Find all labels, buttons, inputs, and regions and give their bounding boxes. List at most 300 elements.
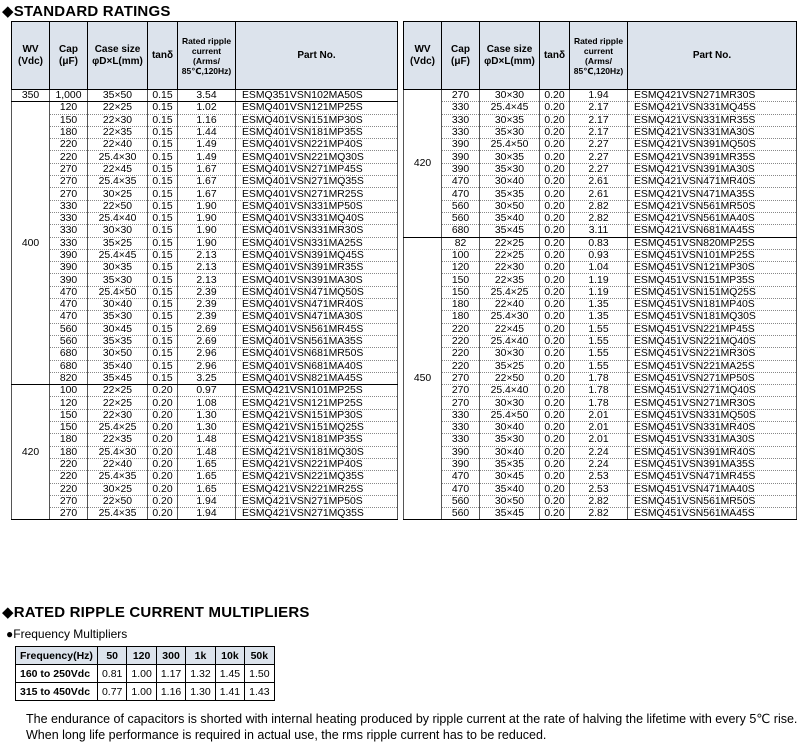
case-size-cell: 35×30 [480, 126, 540, 138]
ripple-cell: 1.67 [178, 188, 236, 200]
part-no-cell: ESMQ401VSN181MP35S [236, 126, 398, 138]
case-size-cell: 25.4×40 [480, 385, 540, 397]
case-size-cell: 35×35 [480, 458, 540, 470]
tan-delta-cell: 0.15 [148, 274, 178, 286]
part-no-cell: ESMQ451VSN331MA30S [628, 434, 797, 446]
cap-cell: 470 [442, 471, 480, 483]
table-row [404, 299, 797, 311]
case-size-cell: 30×35 [480, 151, 540, 163]
case-size-cell: 22×50 [480, 372, 540, 384]
ripple-cell: 2.13 [178, 262, 236, 274]
case-size-cell: 35×30 [88, 311, 148, 323]
tan-delta-cell: 0.20 [540, 139, 570, 151]
tan-delta-cell: 0.15 [148, 212, 178, 224]
part-no-cell: ESMQ451VSN151MP35S [628, 274, 797, 286]
ripple-cell: 0.83 [570, 237, 628, 249]
table-row [404, 237, 797, 249]
tan-delta-cell: 0.15 [148, 299, 178, 311]
cap-cell: 220 [50, 483, 88, 495]
table-row [404, 262, 797, 274]
case-size-cell: 22×40 [88, 458, 148, 470]
table-row [12, 434, 398, 446]
case-size-cell: 25.4×35 [88, 508, 148, 520]
cap-cell: 220 [442, 360, 480, 372]
ripple-cell: 1.16 [178, 114, 236, 126]
cap-cell: 270 [50, 508, 88, 520]
tan-delta-cell: 0.20 [540, 397, 570, 409]
table-row [12, 225, 398, 237]
multiplier-cell: 1.32 [186, 665, 215, 683]
ripple-cell: 2.53 [570, 483, 628, 495]
case-size-cell: 22×40 [88, 139, 148, 151]
cap-header [50, 22, 88, 90]
tan-delta-cell: 0.15 [148, 188, 178, 200]
ripple-current-header-line: 85℃,120Hz) [573, 65, 624, 76]
part-no-cell: ESMQ401VSN681MA40S [236, 360, 398, 372]
multiplier-row [16, 683, 275, 701]
case-size-cell: 35×45 [480, 225, 540, 237]
table-row [12, 508, 398, 520]
frequency-header: 50k [245, 647, 274, 665]
multiplier-cell: 1.43 [245, 683, 274, 701]
table-row [12, 151, 398, 163]
part-no-cell: ESMQ421VSN471MR40S [628, 176, 797, 188]
wv-cell: 420 [404, 90, 442, 238]
header-row [404, 22, 797, 90]
case-size-cell: 30×25 [88, 483, 148, 495]
cap-cell: 390 [442, 139, 480, 151]
part-no-cell: ESMQ451VSN271MP50S [628, 372, 797, 384]
cap-cell: 150 [50, 422, 88, 434]
cap-cell: 220 [442, 348, 480, 360]
table-row [404, 200, 797, 212]
table-row [12, 372, 398, 384]
ripple-cell: 2.69 [178, 323, 236, 335]
multiplier-cell: 1.50 [245, 665, 274, 683]
cap-cell: 390 [50, 262, 88, 274]
tan-delta-cell: 0.15 [148, 348, 178, 360]
ripple-cell: 1.78 [570, 397, 628, 409]
case-size-cell: 25.4×40 [88, 212, 148, 224]
ripple-cell: 2.24 [570, 446, 628, 458]
part-no-cell: ESMQ451VSN391MA35S [628, 458, 797, 470]
ripple-multipliers-title: ◆RATED RIPPLE CURRENT MULTIPLIERS [2, 604, 310, 621]
wv-cell: 420 [12, 385, 50, 520]
table-row [404, 102, 797, 114]
table-row [404, 249, 797, 261]
multiplier-cell: 1.00 [127, 665, 156, 683]
table-row [12, 299, 398, 311]
case-size-cell: 35×50 [88, 90, 148, 102]
tan-delta-cell: 0.15 [148, 286, 178, 298]
table-row [404, 372, 797, 384]
table-row [12, 409, 398, 421]
tan-delta-cell: 0.15 [148, 139, 178, 151]
ripple-cell: 2.39 [178, 286, 236, 298]
case-size-cell: 35×45 [480, 508, 540, 520]
part-no-cell: ESMQ421VSN391MA30S [628, 163, 797, 175]
table-row [404, 360, 797, 372]
case-size-cell: 30×25 [88, 188, 148, 200]
voltage-range-cell: 315 to 450Vdc [16, 683, 98, 701]
multiplier-row [16, 665, 275, 683]
cap-cell: 470 [50, 299, 88, 311]
table-row [404, 434, 797, 446]
ripple-cell: 1.67 [178, 176, 236, 188]
table-row [404, 409, 797, 421]
part-no-cell: ESMQ451VSN101MP25S [628, 249, 797, 261]
ripple-cell: 1.78 [570, 385, 628, 397]
table-row [404, 114, 797, 126]
part-no-cell: ESMQ401VSN221MP40S [236, 139, 398, 151]
part-no-cell: ESMQ421VSN271MP50S [236, 495, 398, 507]
case-size-header-line: Case size [94, 43, 141, 55]
part-no-cell: ESMQ451VSN221MP45S [628, 323, 797, 335]
case-size-cell: 22×25 [480, 237, 540, 249]
tan-delta-cell: 0.20 [148, 385, 178, 397]
case-size-cell: 22×35 [88, 434, 148, 446]
part-no-cell: ESMQ421VSN101MP25S [236, 385, 398, 397]
part-no-cell: ESMQ421VSN181MQ30S [236, 446, 398, 458]
tan-delta-cell: 0.20 [540, 90, 570, 102]
tan-delta-cell: 0.20 [148, 483, 178, 495]
table-row [12, 286, 398, 298]
part-no-cell: ESMQ351VSN102MA50S [236, 90, 398, 102]
cap-cell: 150 [50, 409, 88, 421]
tan-delta-cell: 0.20 [540, 188, 570, 200]
wv-cell: 450 [404, 237, 442, 520]
table-row [404, 483, 797, 495]
tan-delta-cell: 0.15 [148, 360, 178, 372]
wv-cell: 400 [12, 102, 50, 385]
ripple-cell: 1.49 [178, 139, 236, 151]
ripple-cell: 1.65 [178, 483, 236, 495]
case-size-cell: 35×40 [88, 360, 148, 372]
voltage-range-cell: 160 to 250Vdc [16, 665, 98, 683]
table-row [12, 200, 398, 212]
cap-cell: 560 [50, 335, 88, 347]
cap-cell: 270 [50, 495, 88, 507]
tan-delta-cell: 0.20 [148, 458, 178, 470]
tan-delta-cell: 0.20 [540, 483, 570, 495]
tan-delta-cell: 0.20 [148, 397, 178, 409]
table-row [12, 90, 398, 102]
table-row [12, 397, 398, 409]
cap-cell: 270 [442, 397, 480, 409]
table-row [404, 385, 797, 397]
cap-cell: 220 [50, 139, 88, 151]
ripple-current-header-line: Rated ripple [181, 35, 232, 46]
part-no-cell: ESMQ401VSN391MQ45S [236, 249, 398, 261]
part-no-cell: ESMQ421VSN331MQ45S [628, 102, 797, 114]
tan-delta-cell: 0.20 [540, 471, 570, 483]
ripple-cell: 1.65 [178, 471, 236, 483]
table-row [12, 114, 398, 126]
cap-cell: 330 [50, 225, 88, 237]
ripple-cell: 1.49 [178, 151, 236, 163]
ripple-cell: 1.08 [178, 397, 236, 409]
cap-header-line: Cap [451, 43, 470, 55]
tan-delta-cell: 0.20 [540, 274, 570, 286]
cap-cell: 220 [442, 335, 480, 347]
ripple-cell: 1.19 [570, 286, 628, 298]
table-row [12, 237, 398, 249]
case-size-cell: 30×50 [480, 200, 540, 212]
tan-delta-cell: 0.20 [540, 102, 570, 114]
wv-header-line: (Vdc) [410, 55, 435, 67]
case-size-cell: 22×30 [88, 409, 148, 421]
case-size-cell: 30×50 [88, 348, 148, 360]
cap-cell: 390 [442, 458, 480, 470]
wv-cell: 350 [12, 90, 50, 102]
part-no-cell: ESMQ421VSN391MR35S [628, 151, 797, 163]
frequency-label-header: Frequency(Hz) [16, 647, 98, 665]
tan-delta-cell: 0.20 [148, 422, 178, 434]
table-row [404, 286, 797, 298]
case-size-cell: 22×40 [480, 299, 540, 311]
ripple-cell: 2.82 [570, 508, 628, 520]
cap-cell: 120 [50, 397, 88, 409]
case-size-cell: 22×30 [88, 114, 148, 126]
cap-cell: 680 [50, 348, 88, 360]
frequency-multipliers-label: ●Frequency Multipliers [6, 627, 128, 641]
ripple-cell: 1.67 [178, 163, 236, 175]
cap-cell: 220 [50, 458, 88, 470]
table-row [12, 495, 398, 507]
part-no-cell: ESMQ401VSN121MP25S [236, 102, 398, 114]
cap-cell: 120 [50, 102, 88, 114]
table-row [404, 311, 797, 323]
endurance-note: The endurance of capacitors is shorted with internal heating produced by ripple current at the rate of halving the lifetime with every 5℃ rise. [26, 712, 798, 726]
tan-delta-cell: 0.15 [148, 90, 178, 102]
part-no-cell: ESMQ421VSN271MR30S [628, 90, 797, 102]
multiplier-cell: 1.00 [127, 683, 156, 701]
ripple-cell: 1.94 [570, 90, 628, 102]
cap-cell: 560 [442, 212, 480, 224]
part-no-header: Part No. [628, 22, 797, 90]
tan-delta-cell: 0.20 [540, 212, 570, 224]
part-no-cell: ESMQ421VSN471MA35S [628, 188, 797, 200]
part-no-cell: ESMQ451VSN271MR30S [628, 397, 797, 409]
ripple-cell: 2.27 [570, 151, 628, 163]
cap-cell: 270 [50, 163, 88, 175]
table-row [12, 385, 398, 397]
tan-delta-cell: 0.20 [540, 458, 570, 470]
case-size-cell: 22×35 [88, 126, 148, 138]
ripple-cell: 1.30 [178, 422, 236, 434]
tan-delta-cell: 0.20 [540, 286, 570, 298]
case-size-cell: 35×40 [480, 483, 540, 495]
table-row [404, 446, 797, 458]
case-size-cell: 30×30 [480, 348, 540, 360]
cap-header [442, 22, 480, 90]
case-size-cell: 25.4×25 [88, 422, 148, 434]
case-size-cell: 22×30 [480, 262, 540, 274]
table-row [12, 323, 398, 335]
tan-delta-cell: 0.20 [540, 360, 570, 372]
ripple-cell: 2.01 [570, 422, 628, 434]
table-row [12, 348, 398, 360]
case-size-cell: 30×30 [480, 397, 540, 409]
part-no-cell: ESMQ401VSN331MR30S [236, 225, 398, 237]
ripple-cell: 2.82 [570, 495, 628, 507]
cap-cell: 330 [50, 200, 88, 212]
tan-delta-cell: 0.15 [148, 335, 178, 347]
tan-delta-cell: 0.20 [148, 409, 178, 421]
ripple-cell: 1.94 [178, 495, 236, 507]
table-row [404, 90, 797, 102]
ripple-cell: 2.61 [570, 188, 628, 200]
frequency-header: 10k [215, 647, 244, 665]
frequency-header: 50 [97, 647, 126, 665]
case-size-cell: 30×45 [88, 323, 148, 335]
ripple-cell: 1.55 [570, 360, 628, 372]
cap-header-line: (μF) [59, 55, 78, 67]
multiplier-cell: 1.17 [156, 665, 185, 683]
header-row [12, 22, 398, 90]
table-row [404, 323, 797, 335]
cap-cell: 180 [442, 311, 480, 323]
ripple-cell: 2.96 [178, 348, 236, 360]
ripple-cell: 1.35 [570, 299, 628, 311]
cap-cell: 330 [442, 434, 480, 446]
table-row [404, 495, 797, 507]
wv-header-line: WV [414, 43, 431, 55]
ripple-cell: 1.55 [570, 323, 628, 335]
part-no-cell: ESMQ401VSN391MA30S [236, 274, 398, 286]
multiplier-cell: 0.81 [97, 665, 126, 683]
cap-cell: 270 [442, 90, 480, 102]
frequency-header: 1k [186, 647, 215, 665]
ratings-table-right [403, 21, 797, 520]
ripple-cell: 3.25 [178, 372, 236, 384]
part-no-cell: ESMQ421VSN331MR35S [628, 114, 797, 126]
part-no-cell: ESMQ421VSN181MP35S [236, 434, 398, 446]
tan-delta-cell: 0.20 [540, 409, 570, 421]
tan-delta-cell: 0.15 [148, 237, 178, 249]
tan-delta-cell: 0.15 [148, 262, 178, 274]
cap-cell: 270 [442, 372, 480, 384]
tan-delta-cell: 0.20 [540, 200, 570, 212]
part-no-cell: ESMQ451VSN181MQ30S [628, 311, 797, 323]
multiplier-table [15, 646, 275, 701]
ripple-cell: 1.55 [570, 335, 628, 347]
cap-cell: 220 [50, 151, 88, 163]
cap-cell: 100 [50, 385, 88, 397]
ripple-cell: 1.44 [178, 126, 236, 138]
wv-header [404, 22, 442, 90]
multiplier-cell: 0.77 [97, 683, 126, 701]
ripple-cell: 2.96 [178, 360, 236, 372]
cap-cell: 270 [50, 176, 88, 188]
part-no-cell: ESMQ401VSN271MQ35S [236, 176, 398, 188]
tan-delta-cell: 0.20 [540, 262, 570, 274]
case-size-header-line: Case size [486, 43, 533, 55]
tan-delta-cell: 0.20 [540, 225, 570, 237]
cap-cell: 820 [50, 372, 88, 384]
tan-delta-cell: 0.20 [540, 348, 570, 360]
cap-header-line: Cap [59, 43, 78, 55]
ripple-cell: 2.24 [570, 458, 628, 470]
cap-header-line: (μF) [451, 55, 470, 67]
ripple-current-header [570, 22, 628, 90]
part-no-cell: ESMQ401VSN681MR50S [236, 348, 398, 360]
table-row [404, 348, 797, 360]
tan-delta-cell: 0.15 [148, 372, 178, 384]
case-size-cell: 22×25 [480, 249, 540, 261]
cap-cell: 180 [442, 299, 480, 311]
cap-cell: 180 [50, 434, 88, 446]
part-no-cell: ESMQ421VSN561MA40S [628, 212, 797, 224]
multiplier-header-row [16, 647, 275, 665]
part-no-cell: ESMQ451VSN820MP25S [628, 237, 797, 249]
case-size-cell: 22×25 [88, 102, 148, 114]
case-size-cell: 25.4×35 [88, 471, 148, 483]
wv-header-line: WV [22, 43, 39, 55]
tan-delta-cell: 0.20 [540, 299, 570, 311]
cap-cell: 1,000 [50, 90, 88, 102]
part-no-cell: ESMQ401VSN221MQ30S [236, 151, 398, 163]
case-size-cell: 25.4×45 [480, 102, 540, 114]
part-no-cell: ESMQ451VSN561MA45S [628, 508, 797, 520]
tan-delta-cell: 0.20 [540, 335, 570, 347]
wv-header [12, 22, 50, 90]
cap-cell: 390 [442, 446, 480, 458]
ratings-body-left [12, 90, 398, 520]
tan-delta-cell: 0.20 [148, 471, 178, 483]
tan-delta-cell: 0.20 [540, 311, 570, 323]
tan-delta-cell: 0.20 [540, 151, 570, 163]
cap-cell: 220 [442, 323, 480, 335]
cap-cell: 180 [50, 126, 88, 138]
table-row [404, 225, 797, 237]
tan-delta-cell: 0.15 [148, 163, 178, 175]
case-size-cell: 25.4×50 [88, 286, 148, 298]
ripple-cell: 1.78 [570, 372, 628, 384]
table-row [404, 163, 797, 175]
case-size-cell: 25.4×30 [480, 311, 540, 323]
ripple-cell: 0.97 [178, 385, 236, 397]
part-no-cell: ESMQ421VSN561MR50S [628, 200, 797, 212]
tan-delta-cell: 0.20 [148, 434, 178, 446]
case-size-cell: 25.4×50 [480, 409, 540, 421]
cap-cell: 560 [442, 495, 480, 507]
cap-cell: 82 [442, 237, 480, 249]
ripple-current-header-line: current [583, 45, 614, 56]
case-size-cell: 22×50 [88, 495, 148, 507]
part-no-cell: ESMQ421VSN681MA45S [628, 225, 797, 237]
part-no-cell: ESMQ451VSN221MA25S [628, 360, 797, 372]
cap-cell: 470 [442, 188, 480, 200]
case-size-cell: 30×30 [88, 225, 148, 237]
case-size-header-line: φD×L(mm) [92, 55, 143, 67]
table-row [12, 422, 398, 434]
case-size-cell: 30×40 [480, 176, 540, 188]
tan-delta-cell: 0.15 [148, 323, 178, 335]
case-size-cell: 30×30 [480, 90, 540, 102]
case-size-cell: 35×25 [88, 237, 148, 249]
case-size-cell: 35×35 [480, 188, 540, 200]
part-no-cell: ESMQ421VSN151MQ25S [236, 422, 398, 434]
case-size-cell: 22×50 [88, 200, 148, 212]
case-size-cell: 35×30 [88, 274, 148, 286]
table-row [12, 458, 398, 470]
multiplier-body [16, 665, 275, 701]
ratings-header-left [12, 22, 398, 90]
tan-delta-cell: 0.20 [540, 237, 570, 249]
ripple-cell: 0.93 [570, 249, 628, 261]
ripple-cell: 1.48 [178, 446, 236, 458]
